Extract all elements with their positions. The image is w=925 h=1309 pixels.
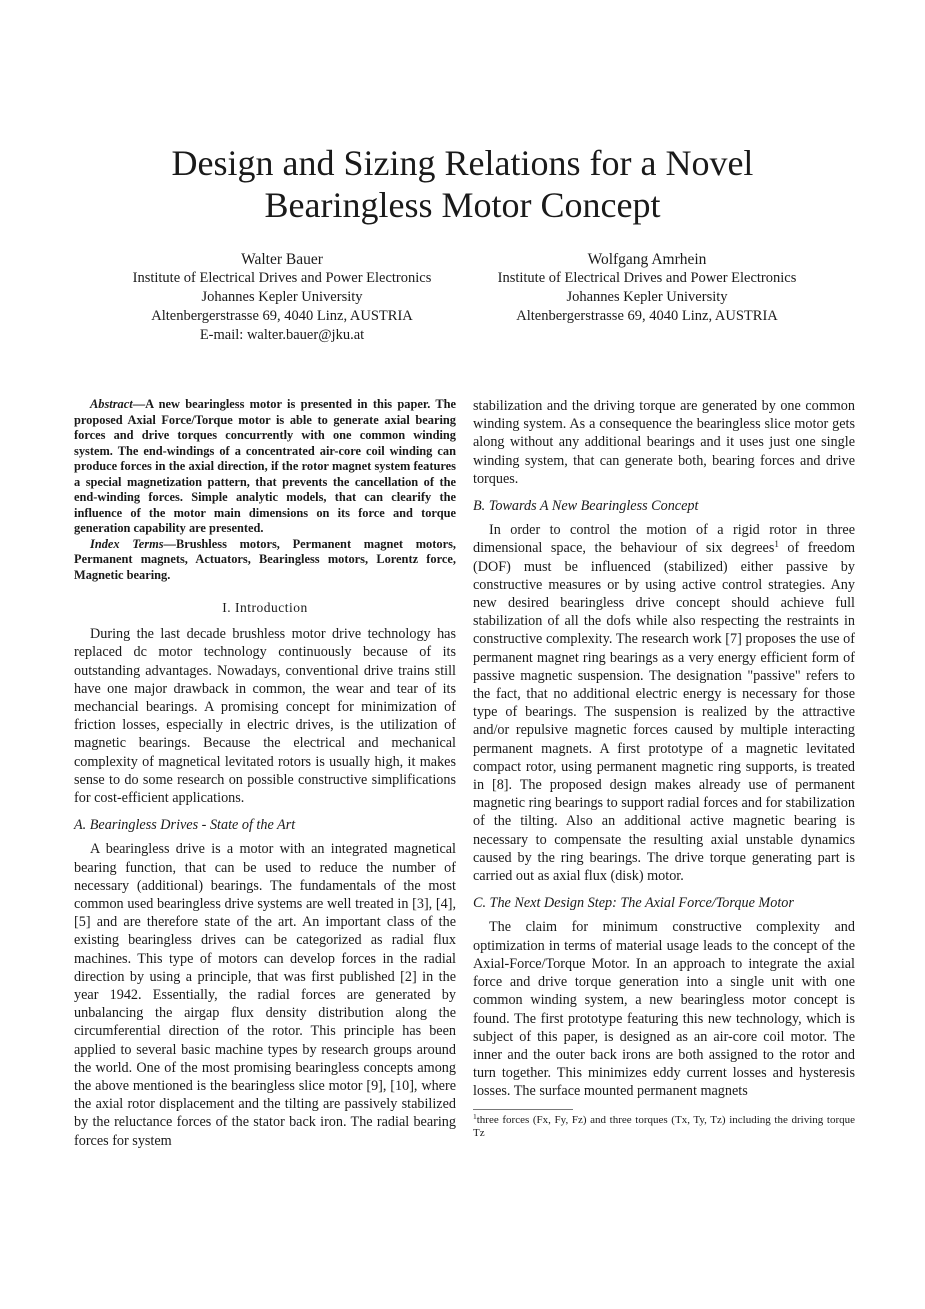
subsection-heading-a: A. Bearingless Drives - State of the Art <box>74 817 296 834</box>
author-email[interactable]: E-mail: walter.bauer@jku.at <box>199 327 365 343</box>
footnote <box>473 1111 855 1141</box>
author-address: Altenbergerstrasse 69, 4040 Linz, AUSTRIA <box>151 308 413 324</box>
index-terms-label: Index Terms <box>90 536 164 551</box>
paragraph: During the last decade brushless motor drive technology has replaced dc motor technology continuously because of its outstanding advantages. Nowadays, conventional drive trains still have one major drawback in common, the wear and tear of its mechancial bearings. A promising concept for minimization of friction losses, especially in electric drives, is the utilization of magnetic bearings. Because the electrical and mechanical complexity of magnetical levitated rotors is usually high, it makes sense to do some research on possible constructive simplifications for cost-efficient applications. <box>74 626 456 807</box>
footnote-divider <box>473 1109 573 1110</box>
left-column <box>74 397 456 1150</box>
index-terms-text: —Brushless motors, Permanent magnet motors, Permanent magnets, Actuators, Bearingless motors, Lorentz force, Magnetic bearing. <box>74 536 456 582</box>
paragraph-part: of freedom (DOF) must be influenced (stabilized) either passive by constructive measures or by using active control strategies. Any new desired bearingless drive concept should achieve full stabilization of all the dofs while also respecting the restraints in constructive complexity. The research work [7] proposes the use of permanent magnet ring bearings as a very energy efficient form of passive magnetic suspension. The designation "passive" refers to the fact, that no additional electric energy is necessary for those type of bearings. The suspension is realized by the attractive and/or repulsive magnetic forces caused by multiple interacting permanent magnets. A first prototype of a magnetic levitated compact rotor, using permanent magnetic ring supports, is treated in [8]. The proposed design makes already use of permanent magnetic ring bearings to support radial forces and for stabilization of the tilting. Also an additional active magnetic bearing is necessary to compensate the resulting axial unstable dynamics caused by the ring bearings. The drive torque generating part is carried out as axial flux (disk) motor. <box>473 540 855 885</box>
index-terms <box>74 537 456 584</box>
author-address: Altenbergerstrasse 69, 4040 Linz, AUSTRIA <box>516 308 778 324</box>
author-institute: Institute of Electrical Drives and Power Electronics <box>132 270 432 286</box>
paragraph: The claim for minimum constructive complexity and optimization in terms of material usage leads to the concept of the Axial-Force/Torque Motor. In an approach to integrate the axial force and drive torque generation into a single unit with one common winding system, a new bearingless motor concept is found. The first prototype featuring this new technology, which is subject of this paper, is designed as an air-core coil motor. The inner and the outer back irons are both assigned to the rotor and turn together. This minimizes eddy current losses and hysteresis losses. The surface mounted permanent magnets <box>473 919 855 1100</box>
title-line-1: Design and Sizing Relations for a Novel <box>171 143 754 183</box>
subsection-heading-c: C. The Next Design Step: The Axial Force/Torque Motor <box>473 895 794 912</box>
author-block-2 <box>467 250 827 326</box>
author-university: Johannes Kepler University <box>201 289 363 305</box>
author-name: Wolfgang Amrhein <box>587 251 707 268</box>
subsection-heading-b: B. Towards A New Bearingless Concept <box>473 498 699 515</box>
author-block-1 <box>102 250 462 345</box>
author-university: Johannes Kepler University <box>566 289 728 305</box>
paragraph: A bearingless drive is a motor with an integrated magnetical bearing function, that can be used to reduce the number of necessary (additional) bearings. The fundamentals of the most common used bearingless drive systems are well treated in [3], [4], [5] and are therefore state of the art. An important class of the existing bearingless drives can be categorized as radial flux machines. This type of motors can develop forces in the radial direction by using a principle, that was first published [2] in the year 1942. Essentially, the radial forces are generated by unbalancing the airgap flux density distribution along the circumferential direction of the rotor. This principle has been applied to several basic machine types by research groups around the world. One of the most promising bearingless concepts among the above mentioned is the bearingless slice motor [9], [10], where the axial rotor displacement and the tilting are passively stabilized by the reluctance forces of the stator back iron. The radial bearing forces for system <box>74 841 456 1149</box>
title-line-2: Bearingless Motor Concept <box>264 185 661 225</box>
paragraph: stabilization and the driving torque are generated by one common winding system. As a consequence the bearingless slice motor gets along without any additional bearings and it uses just one single winding system, that can generate both, bearing forces and drive torques. <box>473 398 855 487</box>
paragraph <box>473 521 855 885</box>
abstract <box>74 397 456 537</box>
abstract-text: —A new bearingless motor is presented in this paper. The proposed Axial Force/Torque motor is able to generate axial bearing forces and drive torques concurrently with one common winding system. The end-windings of a concentrated air-core coil winding can produce forces in the axial direction, if the rotor magnet system features a special magnetization pattern, that prevents the cancellation of the end-winding forces. Simple analytic models, that can clearify the influence of the motor main dimensions on its force and torque generation capability are presented. <box>74 397 456 535</box>
author-institute: Institute of Electrical Drives and Power Electronics <box>497 270 797 286</box>
abstract-label: Abstract <box>90 397 133 411</box>
footnote-text: three forces (Fx, Fy, Fz) and three torques (Tx, Ty, Tz) including the driving torque Tz <box>473 1113 855 1140</box>
right-column <box>473 397 855 1141</box>
paper-title <box>0 142 925 226</box>
paragraph-part: In order to control the motion of a rigid rotor in three dimensional space, the behaviour of six degrees <box>473 522 855 557</box>
section-heading-introduction: I. Introduction <box>222 600 308 615</box>
footnote-mark: 1 <box>473 1111 477 1121</box>
author-name: Walter Bauer <box>241 251 323 268</box>
footnote-ref[interactable]: 1 <box>774 539 779 550</box>
